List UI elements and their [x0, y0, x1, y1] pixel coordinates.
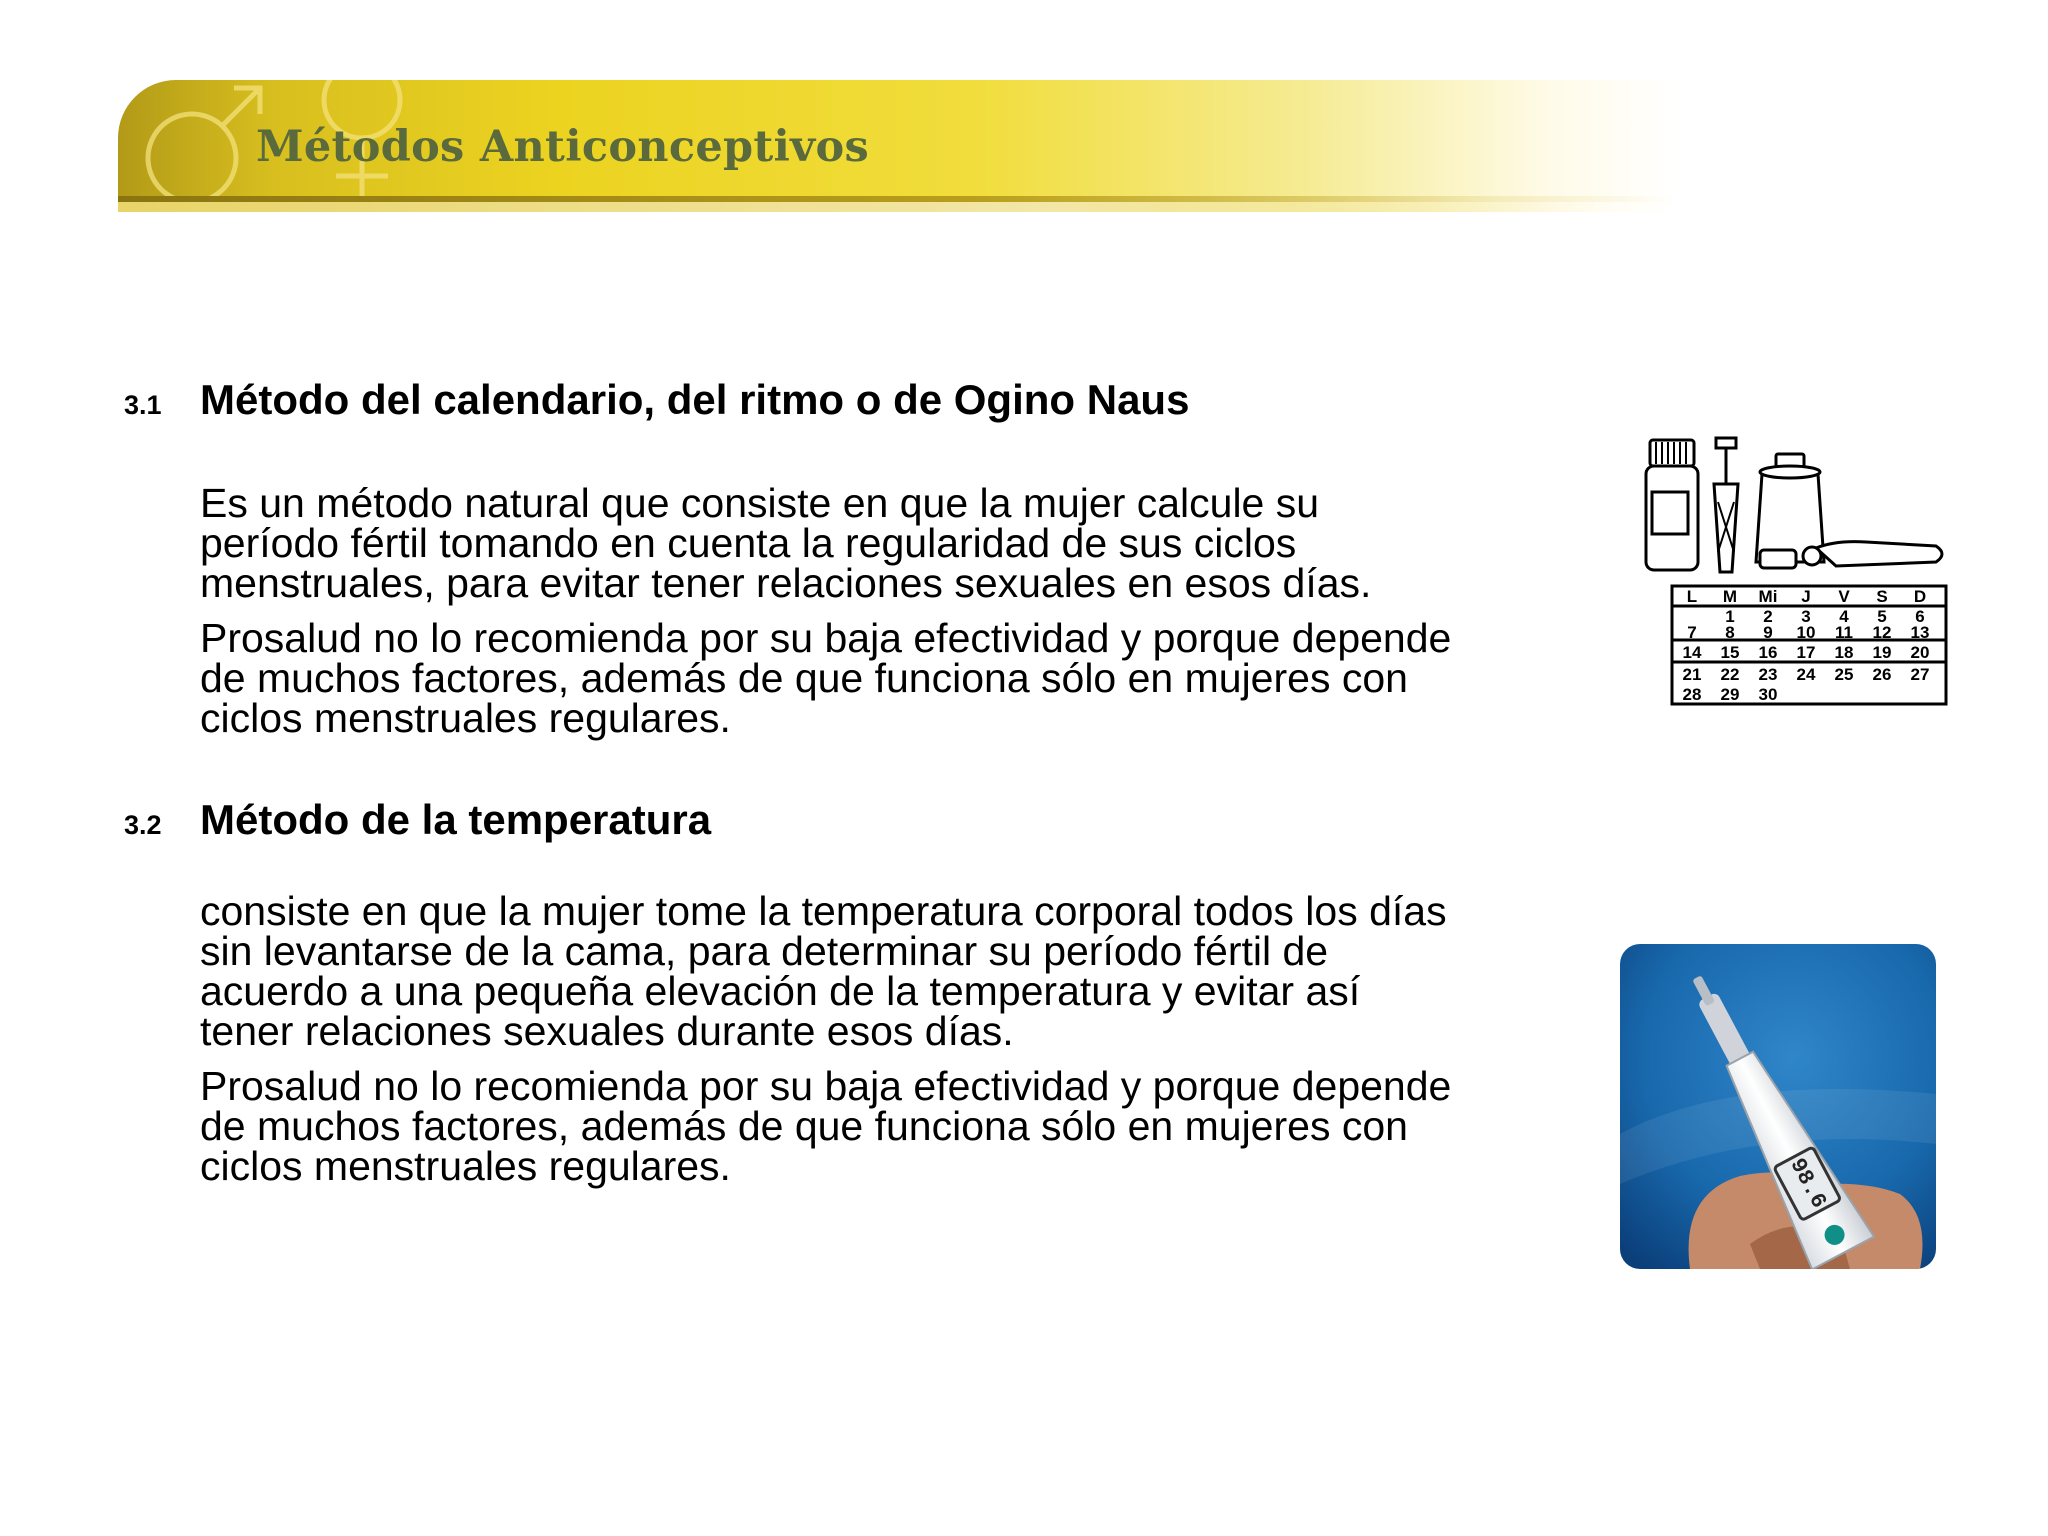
calendar-day-cell: 5: [1877, 607, 1887, 626]
calendar-day-cell: 9: [1763, 623, 1773, 642]
calendar-day-cell: 25: [1834, 665, 1854, 684]
calendar-day-cell: 17: [1796, 643, 1816, 662]
calendar-day-cell: 21: [1682, 665, 1702, 684]
calendar-day-cell: 30: [1758, 685, 1778, 704]
calendar-day-cell: 12: [1872, 623, 1892, 642]
calendar-header-cell: L: [1686, 587, 1698, 606]
paragraph-line: ciclos menstruales regulares.: [200, 1143, 731, 1189]
calendar-header-cell: V: [1838, 587, 1850, 606]
section-paragraph: [200, 480, 1600, 606]
calendar-header-cell: J: [1801, 587, 1811, 606]
calendar-day-cell: 19: [1872, 643, 1892, 662]
paragraph-line: Es un método natural que consiste en que la mujer calcule su: [200, 480, 1320, 526]
header-banner: [118, 80, 1678, 212]
calendar-header-cell: D: [1913, 587, 1927, 606]
paragraph-line: Prosalud no lo recomienda por su baja efectividad y porque depende: [200, 615, 1452, 661]
section-number: 3.2: [124, 810, 162, 840]
paragraph-line: de muchos factores, además de que funciona sólo en mujeres con: [200, 655, 1408, 701]
calendar-day-cell: 20: [1910, 643, 1930, 662]
calendar-day-cell: 24: [1796, 665, 1816, 684]
calendar-day-cell: 27: [1910, 665, 1930, 684]
paragraph-line: sin levantarse de la cama, para determinar su período fértil de: [200, 928, 1329, 974]
calendar-day-cell: 14: [1682, 643, 1702, 662]
paragraph-line: consiste en que la mujer tome la temperatura corporal todos los días: [200, 888, 1447, 934]
paragraph-line: período fértil tomando en cuenta la regularidad de sus ciclos: [200, 520, 1297, 566]
paragraph-line: de muchos factores, además de que funciona sólo en mujeres con: [200, 1103, 1408, 1149]
section-paragraph: [200, 1063, 1600, 1189]
calendar-day-cell: 11: [1835, 623, 1853, 642]
paragraph-line: Prosalud no lo recomienda por su baja efectividad y porque depende: [200, 1063, 1452, 1109]
banner-underline-glow: [118, 202, 1678, 212]
page-title: Métodos Anticonceptivos: [256, 122, 869, 172]
calendar-day-cell: 10: [1796, 623, 1816, 642]
calendar-header-cell: Mi: [1758, 587, 1778, 606]
calendar-day-cell: 6: [1915, 607, 1925, 626]
paragraph-line: tener relaciones sexuales durante esos días.: [200, 1008, 1014, 1054]
calendar-day-cell: 18: [1834, 643, 1854, 662]
calendar-day-cell: 8: [1725, 623, 1735, 642]
digital-thermometer-photo-icon: [1620, 944, 1936, 1269]
calendar-day-cell: 7: [1687, 623, 1697, 642]
calendar-header-cell: M: [1722, 587, 1738, 606]
calendar-day-cell: 28: [1682, 685, 1702, 704]
contraceptives-calendar-illustration-icon: [1636, 432, 1956, 706]
calendar-day-cell: 22: [1720, 665, 1740, 684]
section-number: 3.1: [124, 390, 162, 420]
calendar-day-cell: 26: [1872, 665, 1892, 684]
section-title: Método de la temperatura: [200, 796, 712, 843]
calendar-day-cell: 13: [1910, 623, 1930, 642]
paragraph-line: acuerdo a una pequeña elevación de la temperatura y evitar así: [200, 968, 1361, 1014]
section-title: Método del calendario, del ritmo o de Ogino Naus: [200, 376, 1190, 423]
section-paragraph: [200, 888, 1600, 1054]
paragraph-line: menstruales, para evitar tener relaciones sexuales en esos días.: [200, 560, 1372, 606]
calendar-day-cell: 1: [1725, 607, 1735, 626]
thermometer-reading: 98.6: [1784, 1154, 1832, 1213]
calendar-day-cell: 15: [1720, 643, 1740, 662]
calendar-day-cell: 29: [1720, 685, 1740, 704]
banner-underline: [118, 196, 1678, 202]
calendar-day-cell: 4: [1839, 607, 1849, 626]
section-paragraph: [200, 615, 1600, 741]
calendar-day-cell: 23: [1758, 665, 1778, 684]
calendar-day-cell: 16: [1758, 643, 1778, 662]
paragraph-line: ciclos menstruales regulares.: [200, 695, 731, 741]
calendar-day-cell: 3: [1801, 607, 1811, 626]
calendar-header-cell: S: [1876, 587, 1888, 606]
calendar-day-cell: 2: [1763, 607, 1773, 626]
